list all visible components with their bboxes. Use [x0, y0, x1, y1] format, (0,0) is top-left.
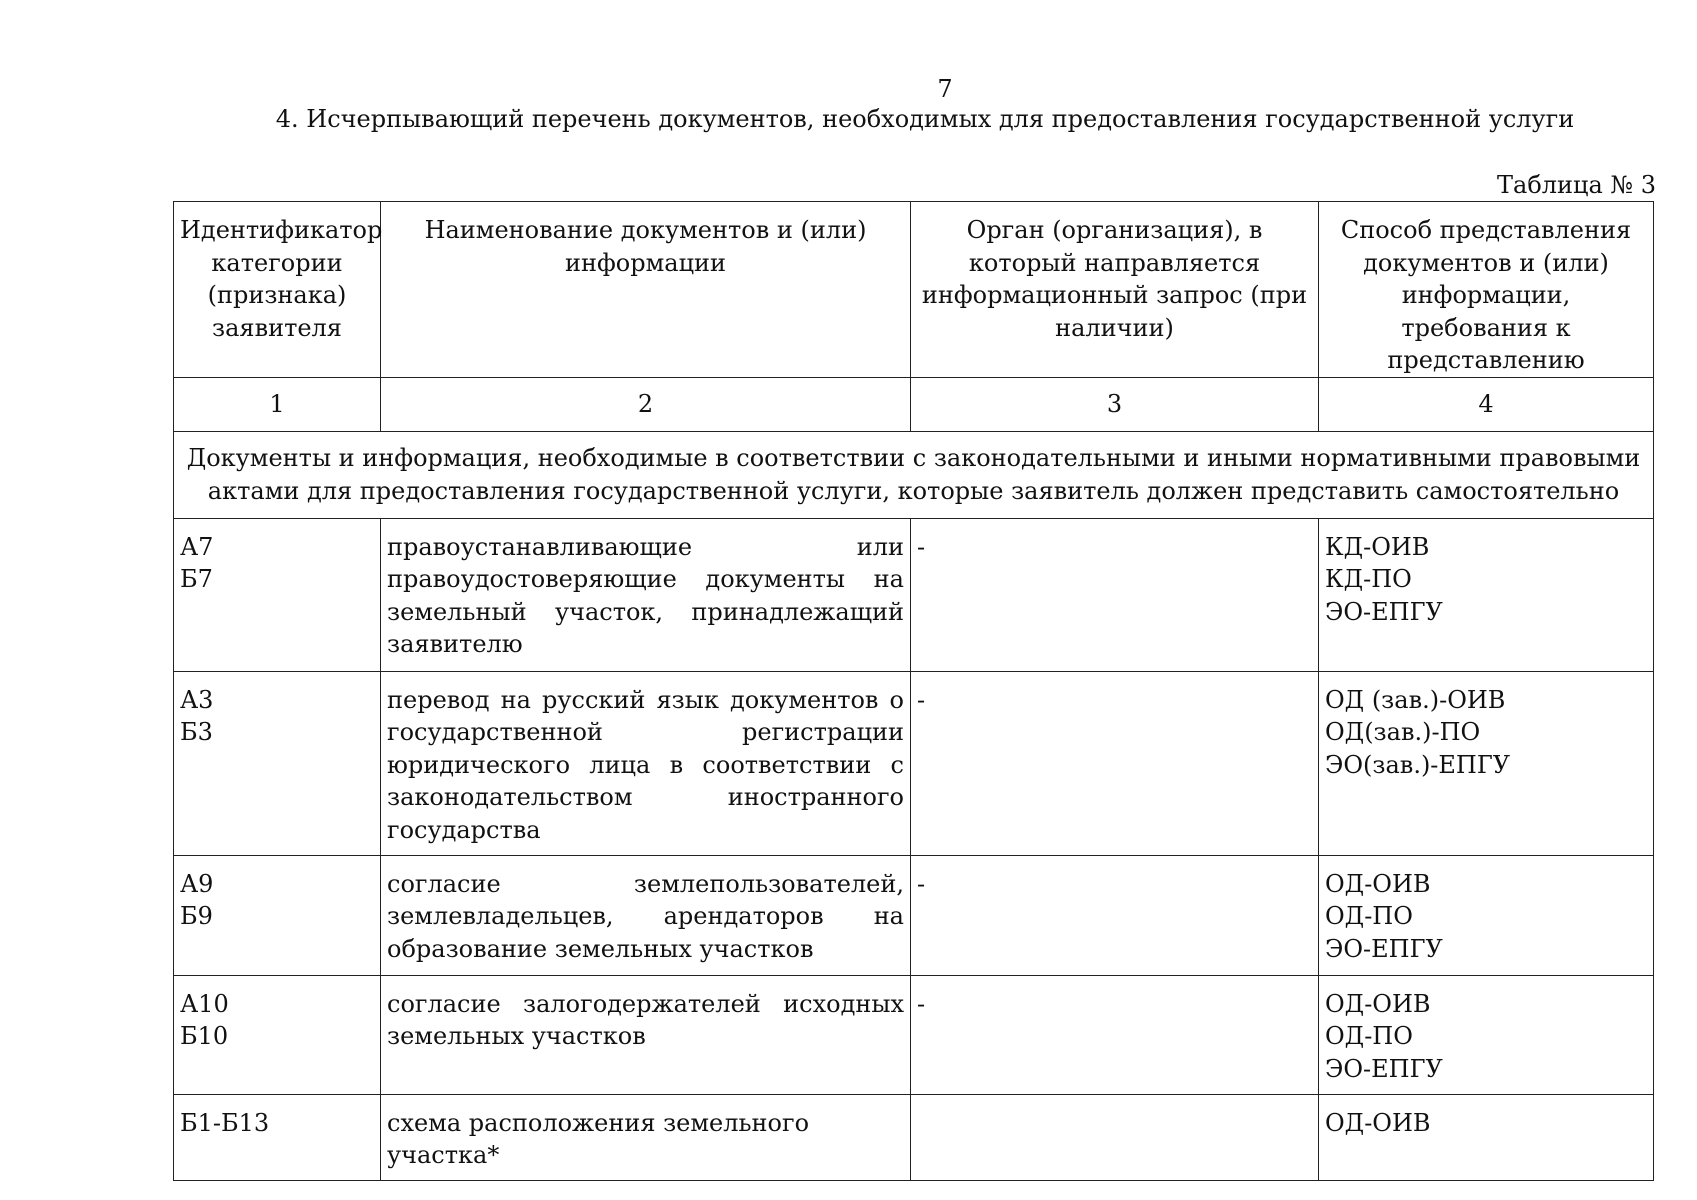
header-submission-method: Способ представления документов и (или) информации, требования к представлению	[1319, 202, 1654, 378]
table-row	[174, 671, 1654, 855]
submission-method: ОД-ПО	[1325, 902, 1413, 930]
category-id: Б7	[180, 565, 213, 593]
table-row	[174, 975, 1654, 1094]
section-row	[174, 431, 1654, 518]
submission-methods-cell	[1319, 855, 1654, 975]
category-id: А10	[180, 989, 229, 1018]
document-name: правоустанавливающие или правоудостоверяющие документы на земельный участок, принадлежащий заявителю	[381, 518, 911, 671]
submission-method: ОД-ПО	[1325, 1022, 1413, 1050]
submission-methods-cell	[1319, 975, 1654, 1094]
submission-method: ЭО-ЕПГУ	[1325, 597, 1443, 626]
table-header-row	[174, 202, 1654, 378]
document-name: перевод на русский язык документов о государственной регистрации юридического лица в соответствии с законодательством иностранного государства	[381, 671, 911, 855]
category-id: Б9	[180, 902, 213, 930]
documents-table	[173, 201, 1654, 1181]
document-name: схема расположения земельного участка*	[381, 1094, 911, 1180]
request-organ: -	[911, 671, 1319, 855]
document-name: согласие землепользователей, землевладельцев, арендаторов на образование земельных участков	[381, 855, 911, 975]
category-id: А9	[180, 869, 214, 898]
submission-methods-cell	[1319, 518, 1654, 671]
category-ids-cell	[174, 518, 381, 671]
submission-method: КД-ОИВ	[1325, 532, 1430, 561]
submission-method: КД-ПО	[1325, 565, 1412, 593]
submission-method: ОД-ОИВ	[1325, 989, 1431, 1018]
request-organ	[911, 1094, 1319, 1180]
document-name: согласие залогодержателей исходных земельных участков	[381, 975, 911, 1094]
page-number: 7	[937, 75, 953, 103]
request-organ: -	[911, 855, 1319, 975]
header-document-name: Наименование документов и (или) информации	[381, 202, 911, 378]
category-id: Б10	[180, 1022, 229, 1050]
column-number: 1	[174, 377, 381, 431]
submission-method: ОД (зав.)-ОИВ	[1325, 685, 1506, 714]
submission-method: ЭО(зав.)-ЕПГУ	[1325, 750, 1511, 779]
submission-method: ОД-ОИВ	[1325, 869, 1431, 898]
section-title: 4. Исчерпывающий перечень документов, необходимых для предоставления государственной услуги	[275, 105, 1575, 133]
column-number: 4	[1319, 377, 1654, 431]
section-row-text: Документы и информация, необходимые в соответствии с законодательными и иными нормативными правовыми актами для предоставления государственной услуги, которые заявитель должен представить самостоятельно	[174, 431, 1654, 518]
submission-methods-cell	[1319, 671, 1654, 855]
table-row	[174, 518, 1654, 671]
submission-methods-cell	[1319, 1094, 1654, 1180]
table-caption: Таблица № 3	[1497, 171, 1656, 199]
category-id: А7	[180, 532, 214, 561]
category-id: Б3	[180, 718, 213, 746]
category-ids-cell	[174, 855, 381, 975]
category-ids-cell	[174, 671, 381, 855]
table-row	[174, 855, 1654, 975]
column-number: 2	[381, 377, 911, 431]
request-organ: -	[911, 518, 1319, 671]
submission-method: ЭО-ЕПГУ	[1325, 1054, 1443, 1083]
category-id: Б1-Б13	[180, 1108, 270, 1137]
submission-method: ОД(зав.)-ПО	[1325, 718, 1481, 746]
category-ids-cell	[174, 1094, 381, 1180]
column-number-row	[174, 377, 1654, 431]
submission-method: ЭО-ЕПГУ	[1325, 934, 1443, 963]
column-number: 3	[911, 377, 1319, 431]
submission-method: ОД-ОИВ	[1325, 1108, 1431, 1137]
request-organ: -	[911, 975, 1319, 1094]
category-id: А3	[180, 685, 214, 714]
table-row	[174, 1094, 1654, 1180]
header-request-organ: Орган (организация), в который направляется информационный запрос (при наличии)	[911, 202, 1319, 378]
header-applicant-category: Идентификатор категории (признака) заявителя	[174, 202, 381, 378]
category-ids-cell	[174, 975, 381, 1094]
